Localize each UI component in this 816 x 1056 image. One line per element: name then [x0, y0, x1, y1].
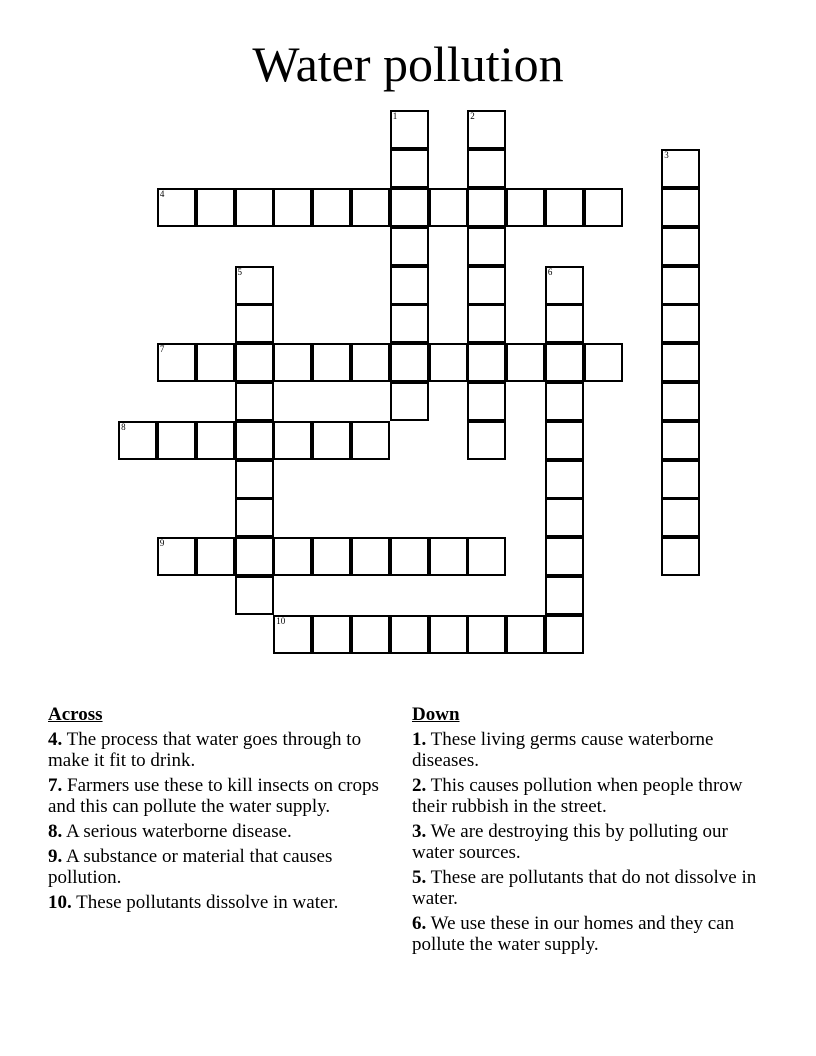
down-clue-2 [412, 775, 757, 817]
grid-cell[interactable] [273, 615, 312, 654]
grid-cell[interactable] [390, 227, 429, 266]
grid-cell[interactable] [235, 576, 274, 615]
down-clue-1 [412, 729, 757, 771]
grid-cell[interactable] [661, 149, 700, 188]
grid-cell[interactable] [661, 382, 700, 421]
grid-cell[interactable] [467, 188, 506, 227]
clue-number: 7. [48, 775, 63, 796]
clue-number-label: 4 [159, 188, 165, 199]
grid-cell[interactable] [545, 421, 584, 460]
grid-cell[interactable] [390, 343, 429, 382]
clue-text: The process that water goes through to make it fit to drink. [48, 729, 362, 771]
grid-cell[interactable] [661, 266, 700, 305]
clue-number: 1. [412, 729, 427, 750]
grid-cell[interactable] [351, 421, 390, 460]
grid-cell[interactable] [351, 537, 390, 576]
grid-cell[interactable] [545, 266, 584, 305]
grid-cell[interactable] [661, 421, 700, 460]
clue-text: These are pollutants that do not dissolve in water. [412, 867, 757, 909]
grid-cell[interactable] [467, 537, 506, 576]
clue-text: These pollutants dissolve in water. [76, 892, 339, 913]
across-heading: Across [48, 704, 103, 725]
grid-cell[interactable] [390, 615, 429, 654]
grid-cell[interactable] [545, 188, 584, 227]
grid-cell[interactable] [429, 615, 468, 654]
grid-cell[interactable] [467, 421, 506, 460]
grid-cell[interactable] [312, 421, 351, 460]
clue-list-across [48, 729, 393, 913]
clue-number: 4. [48, 729, 63, 750]
grid-cell[interactable] [235, 266, 274, 305]
grid-cell[interactable] [390, 149, 429, 188]
grid-cell[interactable] [273, 188, 312, 227]
grid-cell[interactable] [351, 188, 390, 227]
clue-number-label: 6 [547, 266, 553, 277]
grid-cell[interactable] [545, 576, 584, 615]
grid-cell[interactable] [661, 498, 700, 537]
grid-cell[interactable] [235, 343, 274, 382]
grid-cell[interactable] [467, 227, 506, 266]
grid-cell[interactable] [545, 498, 584, 537]
clue-text: This causes pollution when people throw their rubbish in the street. [412, 775, 743, 817]
grid-cell[interactable] [157, 188, 196, 227]
grid-cell[interactable] [157, 343, 196, 382]
grid-cell[interactable] [390, 266, 429, 305]
grid-cell[interactable] [273, 537, 312, 576]
grid-cell[interactable] [196, 188, 235, 227]
down-clue-3 [412, 821, 757, 863]
down-clues [412, 704, 757, 959]
grid-cell[interactable] [235, 421, 274, 460]
page-title: Water pollution [252, 36, 564, 92]
grid-cell[interactable] [312, 537, 351, 576]
grid-cell[interactable] [545, 382, 584, 421]
grid-cell[interactable] [467, 615, 506, 654]
grid-cell[interactable] [157, 421, 196, 460]
grid-cell[interactable] [545, 460, 584, 499]
grid-cell[interactable] [429, 537, 468, 576]
grid-cell[interactable] [312, 343, 351, 382]
grid-cell[interactable] [429, 343, 468, 382]
grid-cell[interactable] [390, 188, 429, 227]
clue-number-label: 2 [470, 111, 475, 122]
clue-number: 10. [48, 892, 72, 913]
grid-cell[interactable] [273, 343, 312, 382]
grid-cell[interactable] [584, 188, 623, 227]
clue-number: 9. [48, 846, 63, 867]
clue-number: 6. [412, 913, 427, 934]
grid-cell[interactable] [661, 227, 700, 266]
down-clue-5 [412, 867, 757, 909]
grid-cell[interactable] [196, 421, 235, 460]
clue-number-label: 1 [392, 111, 398, 122]
grid-cell[interactable] [467, 266, 506, 305]
across-clue-10 [48, 892, 393, 913]
grid-cell[interactable] [506, 188, 545, 227]
grid-cell[interactable] [429, 188, 468, 227]
clue-number-label: 5 [237, 266, 242, 277]
grid-cell[interactable] [467, 343, 506, 382]
grid-cell[interactable] [467, 382, 506, 421]
clue-text: These living germs cause waterborne diseases. [412, 729, 714, 771]
clue-number-label: 3 [664, 150, 669, 161]
across-clue-4 [48, 729, 393, 771]
clue-text: We are destroying this by polluting our water sources. [412, 821, 728, 863]
grid-cell[interactable] [196, 537, 235, 576]
grid-cell[interactable] [235, 460, 274, 499]
clue-number-label: 9 [159, 538, 165, 549]
grid-cell[interactable] [506, 343, 545, 382]
across-clue-7 [48, 775, 393, 817]
grid-cell[interactable] [118, 421, 157, 460]
clue-list-down [412, 729, 757, 955]
clue-text: A serious waterborne disease. [65, 821, 292, 842]
grid-cell[interactable] [661, 304, 700, 343]
grid-cell[interactable] [661, 460, 700, 499]
grid-cell[interactable] [235, 498, 274, 537]
grid-cell[interactable] [545, 615, 584, 654]
grid-cell[interactable] [235, 188, 274, 227]
grid-cell[interactable] [390, 110, 429, 149]
clue-number: 8. [48, 821, 63, 842]
grid-cell[interactable] [312, 188, 351, 227]
grid-cell[interactable] [506, 615, 545, 654]
grid-cell[interactable] [273, 421, 312, 460]
grid-cell[interactable] [545, 304, 584, 343]
down-clue-6 [412, 913, 757, 955]
grid-cell[interactable] [545, 537, 584, 576]
grid-cell[interactable] [196, 343, 235, 382]
clue-text: A substance or material that causes pollution. [48, 846, 333, 888]
grid-cell[interactable] [235, 537, 274, 576]
grid-cell[interactable] [235, 304, 274, 343]
grid-cell[interactable] [351, 615, 390, 654]
clue-number: 3. [412, 821, 427, 842]
grid-cell[interactable] [312, 615, 351, 654]
grid-cell[interactable] [390, 382, 429, 421]
clue-text: We use these in our homes and they can pollute the water supply. [412, 913, 735, 955]
clue-number: 5. [412, 867, 427, 888]
grid-cell[interactable] [390, 537, 429, 576]
grid-cell[interactable] [351, 343, 390, 382]
grid-cell[interactable] [661, 537, 700, 576]
grid-cell[interactable] [157, 537, 196, 576]
grid-cell[interactable] [467, 110, 506, 149]
across-clues [48, 704, 393, 917]
across-clue-8 [48, 821, 393, 842]
clue-number-label: 10 [276, 615, 286, 626]
grid-cell[interactable] [390, 304, 429, 343]
grid-cell[interactable] [235, 382, 274, 421]
clue-text: Farmers use these to kill insects on crops and this can pollute the water supply. [48, 775, 379, 817]
grid-cell[interactable] [467, 149, 506, 188]
down-heading: Down [412, 704, 460, 725]
clue-number-label: 7 [159, 344, 165, 355]
grid-cell[interactable] [661, 188, 700, 227]
grid-cell[interactable] [545, 343, 584, 382]
grid-cell[interactable] [661, 343, 700, 382]
clue-number-label: 8 [121, 421, 126, 432]
across-clue-9 [48, 846, 393, 888]
clue-number: 2. [412, 775, 427, 796]
grid-cell[interactable] [467, 304, 506, 343]
grid-cell[interactable] [584, 343, 623, 382]
